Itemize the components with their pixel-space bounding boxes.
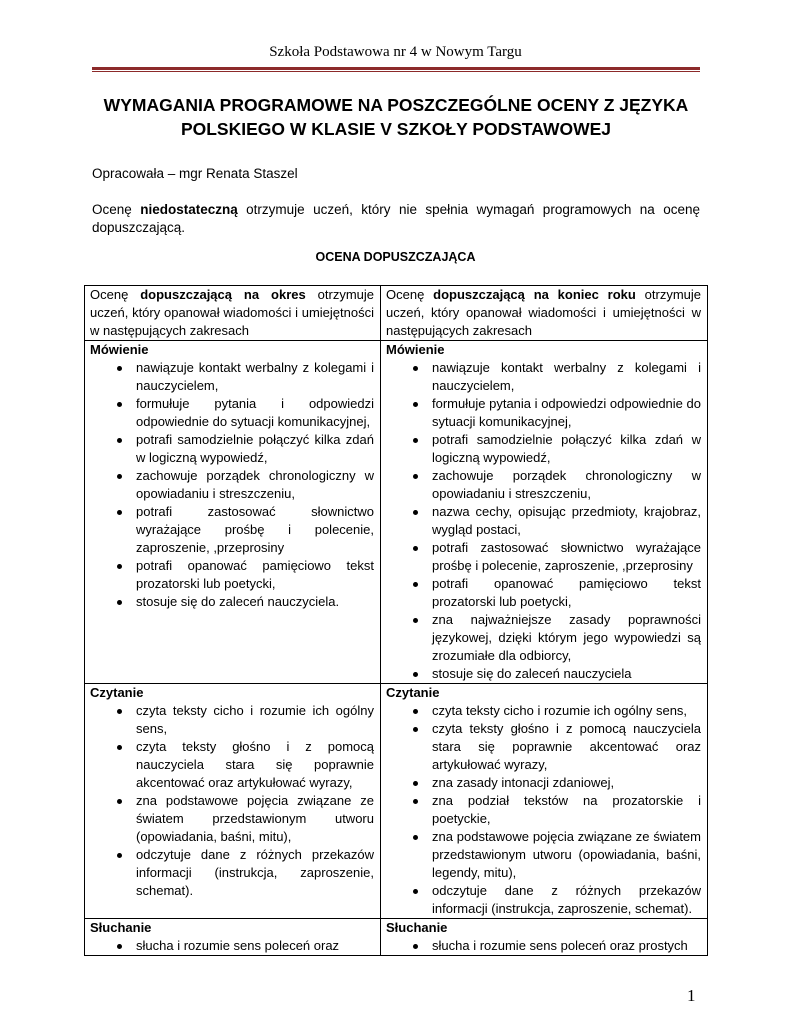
skill-category-title: Słuchanie	[90, 920, 152, 935]
table-header-row	[85, 286, 708, 341]
requirements-list	[386, 702, 701, 918]
author-line: Opracowała – mgr Renata Staszel	[92, 166, 298, 181]
table-row	[85, 684, 708, 919]
list-item: nazwa cechy, opisując przedmioty, krajobraz, wygląd postaci,	[432, 504, 701, 537]
document-title: WYMAGANIA PROGRAMOWE NA POSZCZEGÓLNE OCENY Z JĘZYKA POLSKIEGO W KLASIE V SZKOŁY PODSTAWOWEJ	[103, 95, 689, 139]
list-item: potrafi samodzielnie połączyć kilka zdań w logiczną wypowiedź,	[136, 432, 374, 465]
skill-category-title: Czytanie	[90, 685, 144, 700]
requirements-list	[90, 359, 374, 611]
requirements-cell-left	[85, 341, 381, 684]
skill-category-title: Mówienie	[386, 342, 445, 357]
list-item: potrafi opanować pamięciowo tekst prozatorski lub poetycki,	[432, 576, 701, 609]
list-item: czyta teksty głośno i z pomocą nauczyciela stara się poprawnie akcentować oraz artykułować wyrazy,	[432, 721, 701, 772]
list-item: potrafi samodzielnie połączyć kilka zdań w logiczną wypowiedź,	[432, 432, 701, 465]
header-right-text-after: otrzymuje uczeń, który opanował wiadomości i umiejętności w następujących zakresach	[386, 287, 702, 338]
list-item: potrafi zastosować słownictwo wyrażające prośbę i polecenie, zaproszenie, ,przeprosiny	[432, 540, 701, 573]
header-rule-thick	[92, 67, 700, 70]
requirements-list	[90, 702, 374, 900]
header-rule-thin	[92, 71, 700, 72]
list-item: odczytuje dane z różnych przekazów informacji (instrukcja, zaproszenie, schemat).	[136, 847, 374, 898]
header-right-text-before: Ocenę	[386, 287, 434, 302]
header-right-bold: dopuszczającą na koniec roku	[433, 287, 636, 302]
list-item: zna zasady intonacji zdaniowej,	[432, 774, 701, 792]
requirements-cell-left	[85, 919, 381, 956]
requirements-list	[90, 937, 374, 955]
list-item: stosuje się do zaleceń nauczyciela	[432, 665, 701, 683]
requirements-cell-right	[381, 919, 708, 956]
list-item: zna podstawowe pojęcia związane ze światem przedstawionym utworu (opowiadania, baśni, mitu),	[136, 793, 374, 844]
list-item: zna najważniejsze zasady poprawności językowej, dzięki którym jego wypowiedzi są zrozumiałe dla odbiorcy,	[432, 612, 701, 663]
list-item: potrafi zastosować słownictwo wyrażające prośbę i polecenie, zaproszenie, ,przeprosiny	[136, 504, 374, 555]
header-cell-semester	[85, 286, 381, 341]
table-row	[85, 919, 708, 956]
header-cell-year-end	[381, 286, 708, 341]
list-item: stosuje się do zaleceń nauczyciela.	[136, 593, 374, 611]
list-item: zna podstawowe pojęcia związane ze światem przedstawionym utworu (opowiadania, baśni, legendy, mitu),	[432, 829, 701, 880]
skill-category-title: Słuchanie	[386, 920, 448, 935]
intro-grade-bold: niedostateczną	[140, 202, 238, 217]
list-item: formułuje pytania i odpowiedzi odpowiednie do sytuacji komunikacyjnej,	[136, 396, 374, 429]
list-item: zachowuje porządek chronologiczny w opowiadaniu i streszczeniu,	[136, 468, 374, 501]
requirements-table	[84, 285, 708, 956]
list-item: zna podział tekstów na prozatorskie i poetyckie,	[432, 793, 701, 826]
page-number: 1	[687, 986, 696, 1005]
list-item: nawiązuje kontakt werbalny z kolegami i nauczycielem,	[432, 360, 701, 393]
header-left-bold: dopuszczającą na okres	[140, 287, 306, 302]
list-item: potrafi opanować pamięciowo tekst prozatorski lub poetycki,	[136, 558, 374, 591]
header-left-text-before: Ocenę	[90, 287, 141, 302]
list-item: formułuje pytania i odpowiedzi odpowiednie do sytuacji komunikacyjnej,	[432, 396, 701, 429]
requirements-cell-right	[381, 684, 708, 919]
list-item: odczytuje dane z różnych przekazów informacji (instrukcja, zaproszenie, schemat).	[432, 883, 701, 916]
intro-paragraph	[92, 201, 700, 237]
list-item: zachowuje porządek chronologiczny w opowiadaniu i streszczeniu,	[432, 468, 701, 501]
list-item: słucha i rozumie sens poleceń oraz prostych	[432, 937, 701, 955]
requirements-cell-left	[85, 684, 381, 919]
list-item: czyta teksty cicho i rozumie ich ogólny sens,	[136, 703, 374, 736]
intro-text-after: otrzymuje uczeń, który nie spełnia wymagań programowych na ocenę dopuszczającą.	[92, 202, 700, 235]
intro-text-before: Ocenę	[92, 202, 141, 217]
requirements-cell-right	[381, 341, 708, 684]
list-item: słucha i rozumie sens poleceń oraz	[136, 937, 374, 955]
running-header: Szkoła Podstawowa nr 4 w Nowym Targu	[269, 44, 522, 60]
requirements-list	[386, 937, 701, 955]
skill-category-title: Czytanie	[386, 685, 440, 700]
skill-category-title: Mówienie	[90, 342, 149, 357]
header-left-text-after: otrzymuje uczeń, który opanował wiadomości i umiejętności w następujących zakresach	[90, 287, 374, 338]
table-row	[85, 341, 708, 684]
list-item: czyta teksty cicho i rozumie ich ogólny sens,	[432, 702, 701, 720]
list-item: czyta teksty głośno i z pomocą nauczyciela stara się poprawnie akcentować oraz artykułować wyrazy,	[136, 739, 374, 790]
list-item: nawiązuje kontakt werbalny z kolegami i nauczycielem,	[136, 360, 374, 393]
requirements-list	[386, 359, 701, 683]
section-title: OCENA DOPUSZCZAJĄCA	[315, 250, 476, 264]
